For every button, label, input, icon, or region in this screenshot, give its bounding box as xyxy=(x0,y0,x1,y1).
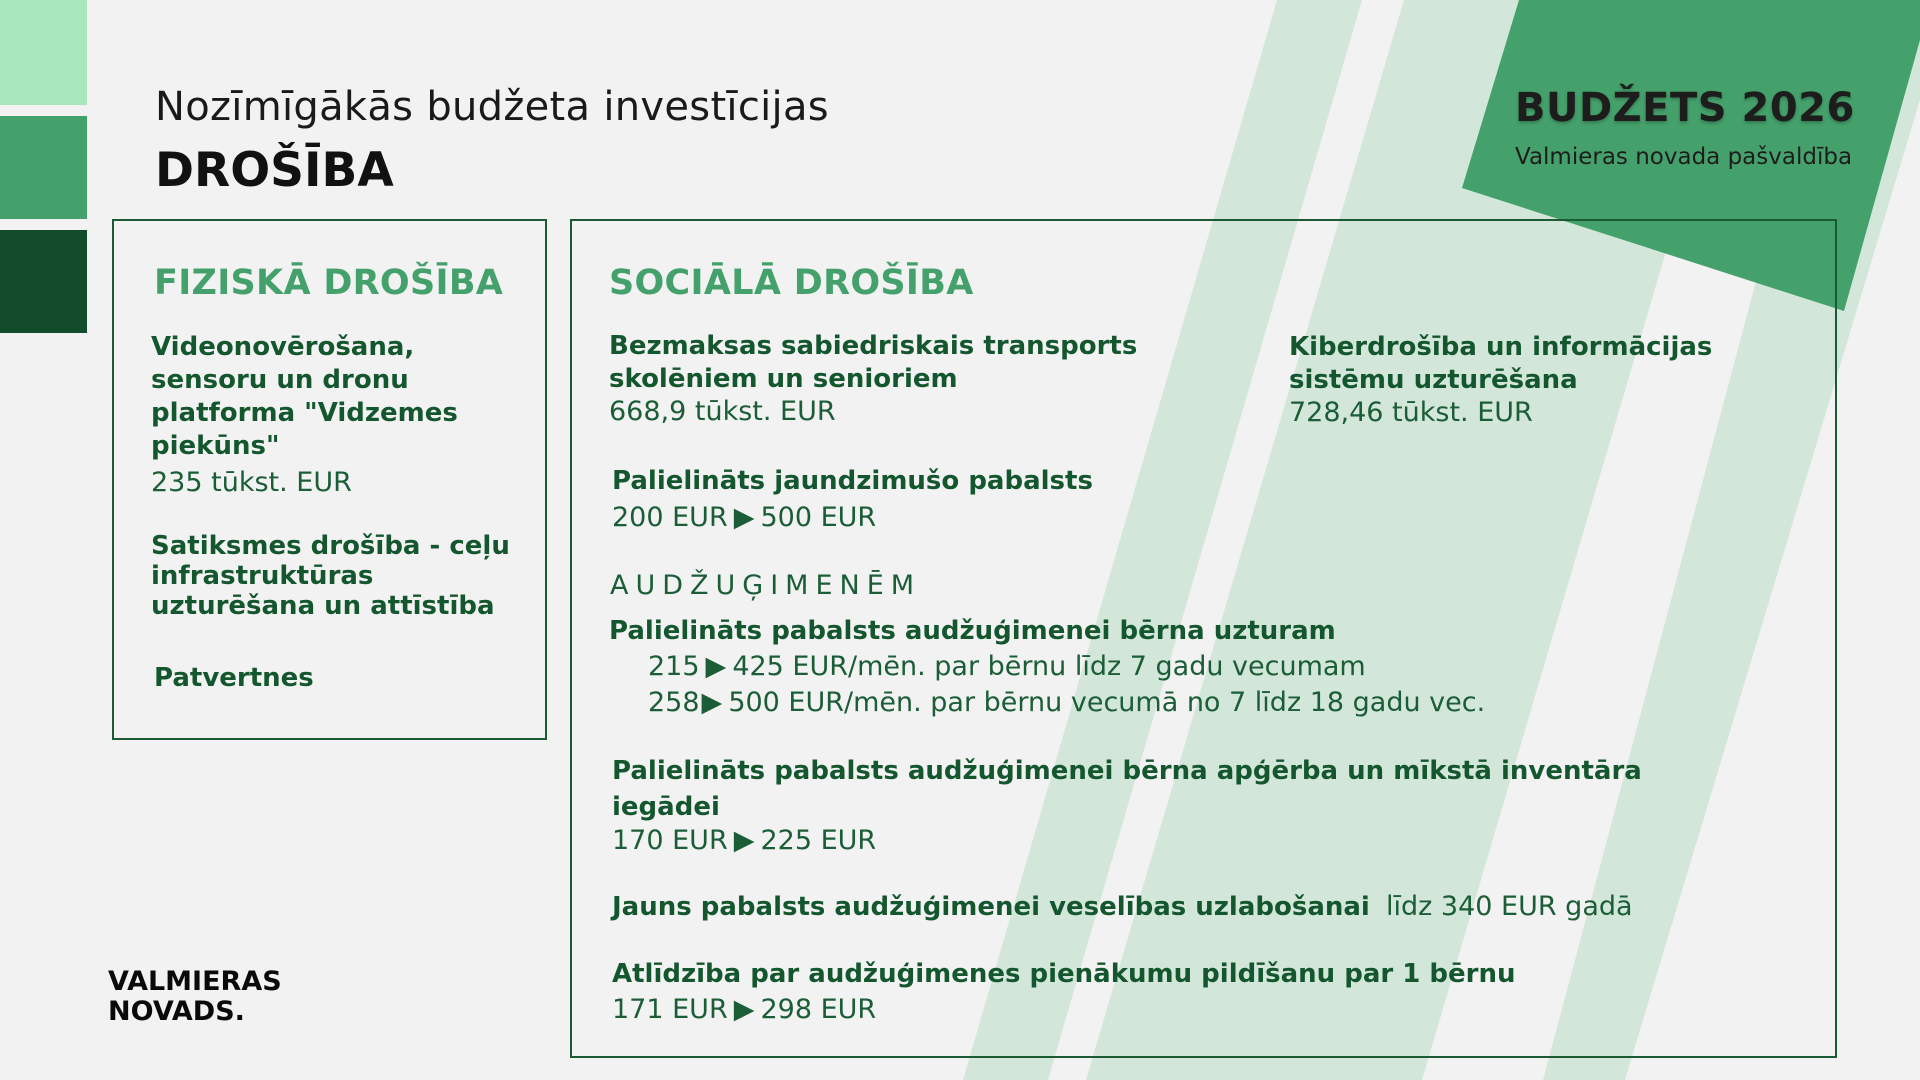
newborn-from: 200 EUR xyxy=(612,502,728,533)
budget-title: BUDŽETS 2026 xyxy=(1515,85,1855,131)
cyber-amount: 728,46 tūkst. EUR xyxy=(1289,397,1533,428)
social-security-heading: SOCIĀLĀ DROŠĪBA xyxy=(609,263,974,303)
traffic-safety-title: Satiksmes drošība - ceļu infrastruktūras uzturēšana un attīstība xyxy=(151,531,510,621)
upkeep-line-1-to: 425 EUR/mēn. par bērnu līdz 7 gadu vecumam xyxy=(732,651,1366,682)
arrow-right-icon: ▶ xyxy=(705,651,727,682)
clothing-from: 170 EUR xyxy=(612,825,728,856)
health-amount: līdz 340 EUR gadā xyxy=(1386,891,1633,922)
duties-amounts xyxy=(612,993,876,1027)
budget-subtitle: Valmieras novada pašvaldība xyxy=(1515,144,1853,170)
arrow-right-icon: ▶ xyxy=(733,825,755,856)
upkeep-line-1 xyxy=(648,650,1366,684)
duties-title: Atlīdzība par audžuģimenes pienākumu pildīšanu par 1 bērnu xyxy=(612,959,1516,989)
clothing-to: 225 EUR xyxy=(760,825,877,856)
transport-title: Bezmaksas sabiedriskais transports skolēniem un senioriem xyxy=(609,331,1138,394)
newborn-amounts xyxy=(612,501,876,535)
foster-families-label: AUDŽUĢIMENĒM xyxy=(610,570,922,601)
physical-security-heading: FIZISKĀ DROŠĪBA xyxy=(154,263,504,303)
upkeep-title: Palielināts pabalsts audžuģimenei bērna uzturam xyxy=(609,616,1336,646)
upkeep-line-2 xyxy=(648,686,1485,720)
arrow-right-icon: ▶ xyxy=(733,994,755,1025)
newborn-to: 500 EUR xyxy=(760,502,877,533)
clothing-amounts xyxy=(612,824,876,858)
valmieras-novads-logo xyxy=(108,967,282,1027)
video-surveillance-amount: 235 tūkst. EUR xyxy=(151,467,352,498)
logo-line-2: NOVADS. xyxy=(108,996,245,1027)
arrow-right-icon: ▶ xyxy=(701,687,723,718)
duties-from: 171 EUR xyxy=(612,994,728,1025)
clothing-title: Palielināts pabalsts audžuģimenei bērna apģērba un mīkstā inventāra iegādei xyxy=(612,756,1642,822)
video-surveillance-title: Videonovērošana, sensoru un dronu platforma "Vidzemes piekūns" xyxy=(151,332,458,461)
page-title: DROŠĪBA xyxy=(155,143,394,198)
shelters-title: Patvertnes xyxy=(154,663,314,693)
upkeep-line-1-from: 215 xyxy=(648,651,700,682)
newborn-title: Palielināts jaundzimušo pabalsts xyxy=(612,466,1093,496)
arrow-right-icon: ▶ xyxy=(733,502,755,533)
upkeep-line-2-to: 500 EUR/mēn. par bērnu vecumā no 7 līdz 18 gadu vec. xyxy=(728,687,1486,718)
upkeep-line-2-from: 258 xyxy=(648,687,700,718)
duties-to: 298 EUR xyxy=(760,994,877,1025)
transport-amount: 668,9 tūkst. EUR xyxy=(609,396,836,427)
page-subtitle: Nozīmīgākās budžeta investīcijas xyxy=(155,84,829,130)
cyber-title: Kiberdrošība un informācijas sistēmu uzturēšana xyxy=(1289,332,1713,395)
logo-line-1: VALMIERAS xyxy=(108,966,282,997)
health-title: Jauns pabalsts audžuģimenei veselības uzlabošanai xyxy=(612,892,1370,922)
